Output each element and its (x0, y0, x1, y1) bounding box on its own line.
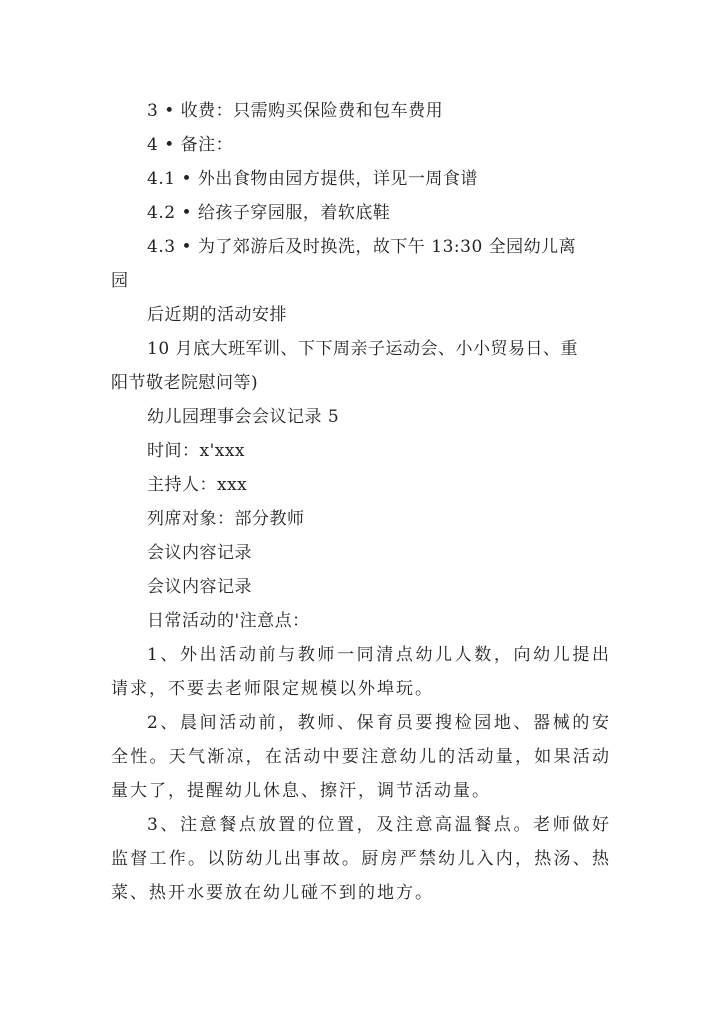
item-notes-heading: 4 • 备注： (147, 135, 234, 155)
content-label: 会议内容记录 (147, 577, 252, 597)
recent-line1: 10 月底大班军训、下下周亲子运动会、小小贸易日、重 (147, 339, 579, 359)
point-2: 2、晨间活动前，教师、保育员要搜检园地、器械的安全性。天气渐凉，在活动中要注意幼儿的活动量，如果活动量大了，提醒幼儿休息、擦汗，调节活动量。 (111, 713, 611, 801)
recent-heading: 后近期的活动安排 (147, 305, 287, 325)
item-fee: 3 • 收费：只需购买保险费和包车费用 (147, 101, 444, 121)
item-uniform: 4.2 • 给孩子穿园服，着软底鞋 (147, 203, 391, 223)
attendees-line: 列席对象：部分教师 (147, 509, 305, 529)
record-title: 幼儿园理事会会议记录 5 (147, 407, 340, 427)
item-pickup-line2: 园 (111, 271, 129, 291)
host-line: 主持人：xxx (147, 475, 248, 495)
point-1: 1、外出活动前与教师一同清点幼儿人数，向幼儿提出请求，不要去老师限定规模以外埠玩。 (111, 645, 611, 699)
content-label: 会议内容记录 (147, 543, 252, 563)
document-body (111, 94, 611, 910)
point-3: 3、注意餐点放置的位置，及注意高温餐点。老师做好监督工作。以防幼儿出事故。厨房严禁幼儿入内，热汤、热菜、热开水要放在幼儿碰不到的地方。 (111, 815, 611, 903)
item-food: 4.1 • 外出食物由园方提供，详见一周食谱 (147, 169, 478, 189)
time-line: 时间：x'xxx (147, 441, 246, 461)
item-pickup-line1: 4.3 • 为了郊游后及时换洗，故下午 13:30 全园幼儿离 (147, 237, 577, 257)
notes-heading: 日常活动的'注意点： (147, 611, 310, 631)
recent-line2: 阳节敬老院慰问等) (111, 373, 259, 393)
